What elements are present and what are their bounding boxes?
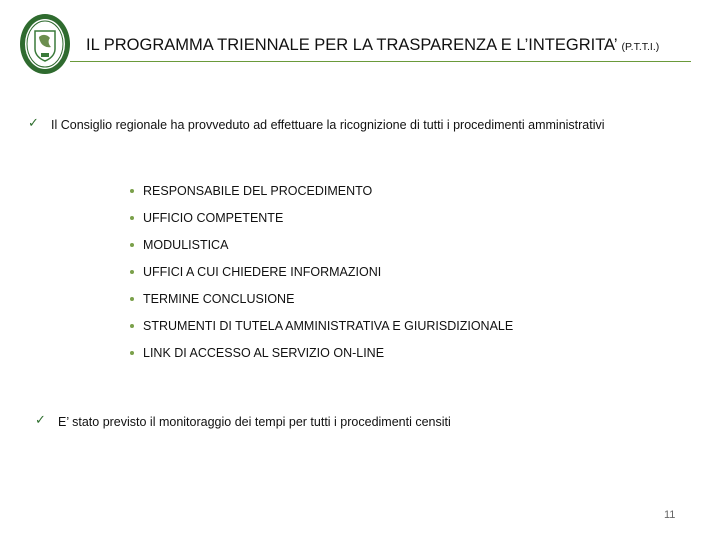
list-item-label: STRUMENTI DI TUTELA AMMINISTRATIVA E GIURISDIZIONALE bbox=[143, 318, 514, 333]
list-item bbox=[130, 231, 513, 258]
list-item bbox=[130, 312, 513, 339]
list-item bbox=[130, 177, 513, 204]
list-item bbox=[130, 204, 513, 231]
list-item-label: LINK DI ACCESSO AL SERVIZIO ON-LINE bbox=[143, 345, 385, 360]
list-item bbox=[130, 339, 513, 366]
page-number: 11 bbox=[664, 509, 676, 521]
list-item-label: MODULISTICA bbox=[143, 237, 229, 252]
bullet-dot-icon bbox=[130, 189, 134, 193]
bullet-dot-icon bbox=[130, 351, 134, 355]
list-item-label: UFFICI A CUI CHIEDERE INFORMAZIONI bbox=[143, 264, 382, 279]
title-underline bbox=[70, 61, 691, 62]
bullet-dot-icon bbox=[130, 324, 134, 328]
list-item bbox=[130, 258, 513, 285]
bullet-dot-icon bbox=[130, 216, 134, 220]
bullet-dot-icon bbox=[130, 243, 134, 247]
regional-council-seal-icon bbox=[19, 13, 71, 75]
bullet-dot-icon bbox=[130, 270, 134, 274]
page-title bbox=[86, 36, 659, 55]
checkmark-icon: ✓ bbox=[35, 413, 46, 428]
procedure-info-list bbox=[130, 177, 513, 366]
point-text: Il Consiglio regionale ha provveduto ad effettuare la ricognizione di tutti i procedimenti amministrativi bbox=[51, 118, 605, 132]
bullet-dot-icon bbox=[130, 297, 134, 301]
list-item bbox=[130, 285, 513, 312]
point-text: E’ stato previsto il monitoraggio dei tempi per tutti i procedimenti censiti bbox=[58, 415, 451, 429]
title-suffix: (P.T.T.I.) bbox=[621, 41, 660, 53]
list-item-label: TERMINE CONCLUSIONE bbox=[143, 291, 295, 306]
list-item-label: UFFICIO COMPETENTE bbox=[143, 210, 284, 225]
title-text: IL PROGRAMMA TRIENNALE PER LA TRASPARENZA E L’INTEGRITA’ bbox=[86, 36, 618, 54]
checkmark-icon: ✓ bbox=[28, 116, 39, 131]
list-item-label: RESPONSABILE DEL PROCEDIMENTO bbox=[143, 183, 373, 198]
